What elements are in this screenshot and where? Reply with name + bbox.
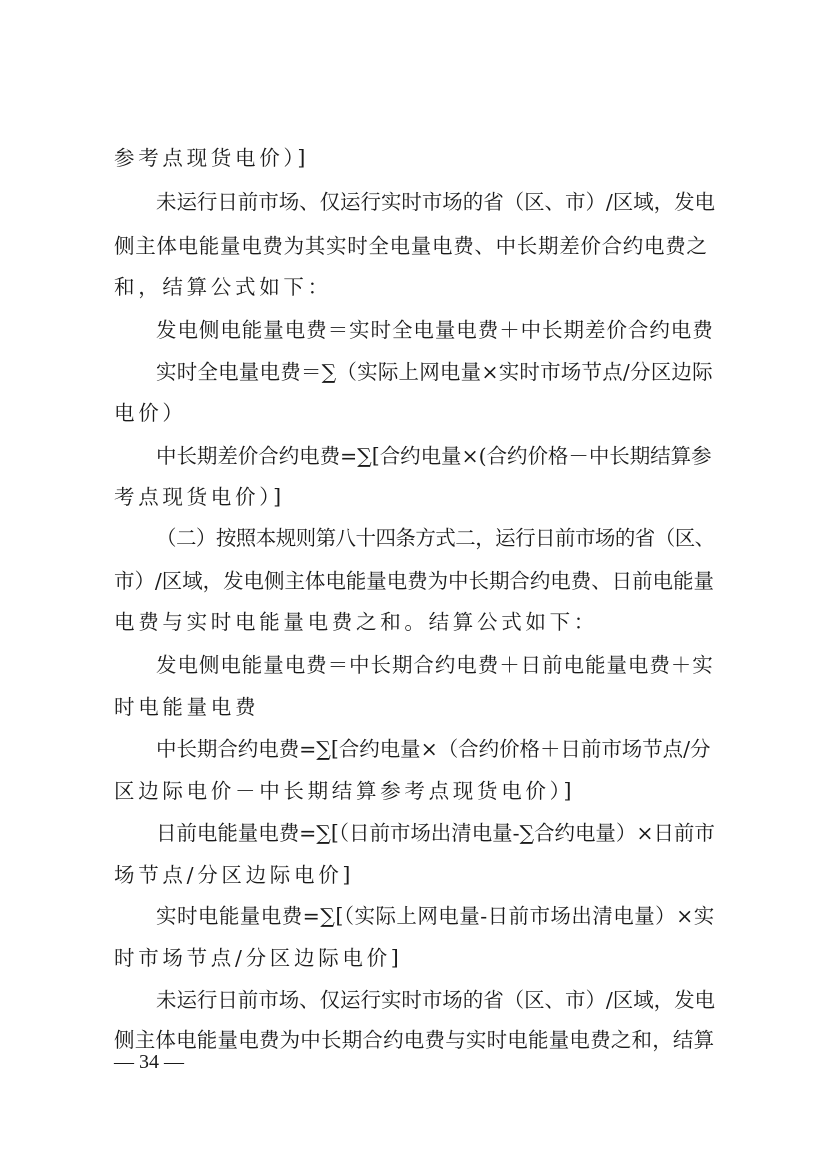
page-number: — 34 — <box>114 1051 184 1073</box>
text-line: 电价） <box>114 401 187 425</box>
formula-line: 发电侧电能量电费＝实时全电量电费＋中长期差价合约电费 <box>156 318 714 342</box>
text-line: 区边际电价－中长期结算参考点现货电价）] <box>114 779 576 803</box>
text-line: 时电能量电费 <box>114 695 260 719</box>
text-line: 侧主体电能量电费为其实时全电量电费、中长期差价合约电费之 <box>114 234 708 258</box>
text-line: 考点现货电价）] <box>114 485 285 509</box>
text-line: 参考点现货电价）] <box>114 146 310 170</box>
formula-line: 日前电能量电费=∑[（日前市场出清电量-∑合约电量）×日前市 <box>156 821 715 845</box>
text-line: 电费与实时电能量电费之和。结算公式如下： <box>114 610 598 634</box>
formula-line: 中长期合约电费=∑[合约电量×（合约价格＋日前市场节点/分 <box>156 737 711 761</box>
paragraph-first-line: 未运行日前市场、仅运行实时市场的省（区、市）/区域，发电 <box>156 190 716 214</box>
text-line: 和，结算公式如下： <box>114 275 332 299</box>
formula-line: 中长期差价合约电费=∑[合约电量×(合约价格－中长期结算参 <box>156 444 712 468</box>
paragraph-first-line: 未运行日前市场、仅运行实时市场的省（区、市）/区域，发电 <box>156 988 716 1012</box>
text-line: 场节点/分区边际电价] <box>114 863 355 887</box>
section-heading-line: （二）按照本规则第八十四条方式二，运行日前市场的省（区、 <box>156 526 715 550</box>
formula-line: 发电侧电能量电费＝中长期合约电费＋日前电能量电费＋实 <box>156 653 714 677</box>
text-line: 市）/区域，发电侧主体电能量电费为中长期合约电费、日前电能量 <box>114 569 714 593</box>
text-line: 侧主体电能量电费为中长期合约电费与实时电能量电费之和，结算 <box>114 1028 715 1052</box>
text-line: 时市场节点/分区边际电价] <box>114 946 403 970</box>
formula-line: 实时全电量电费＝∑（实际上网电量×实时市场节点/分区边际 <box>156 360 713 384</box>
formula-line: 实时电能量电费=∑[（实际上网电量-日前市场出清电量）×实 <box>156 904 715 928</box>
